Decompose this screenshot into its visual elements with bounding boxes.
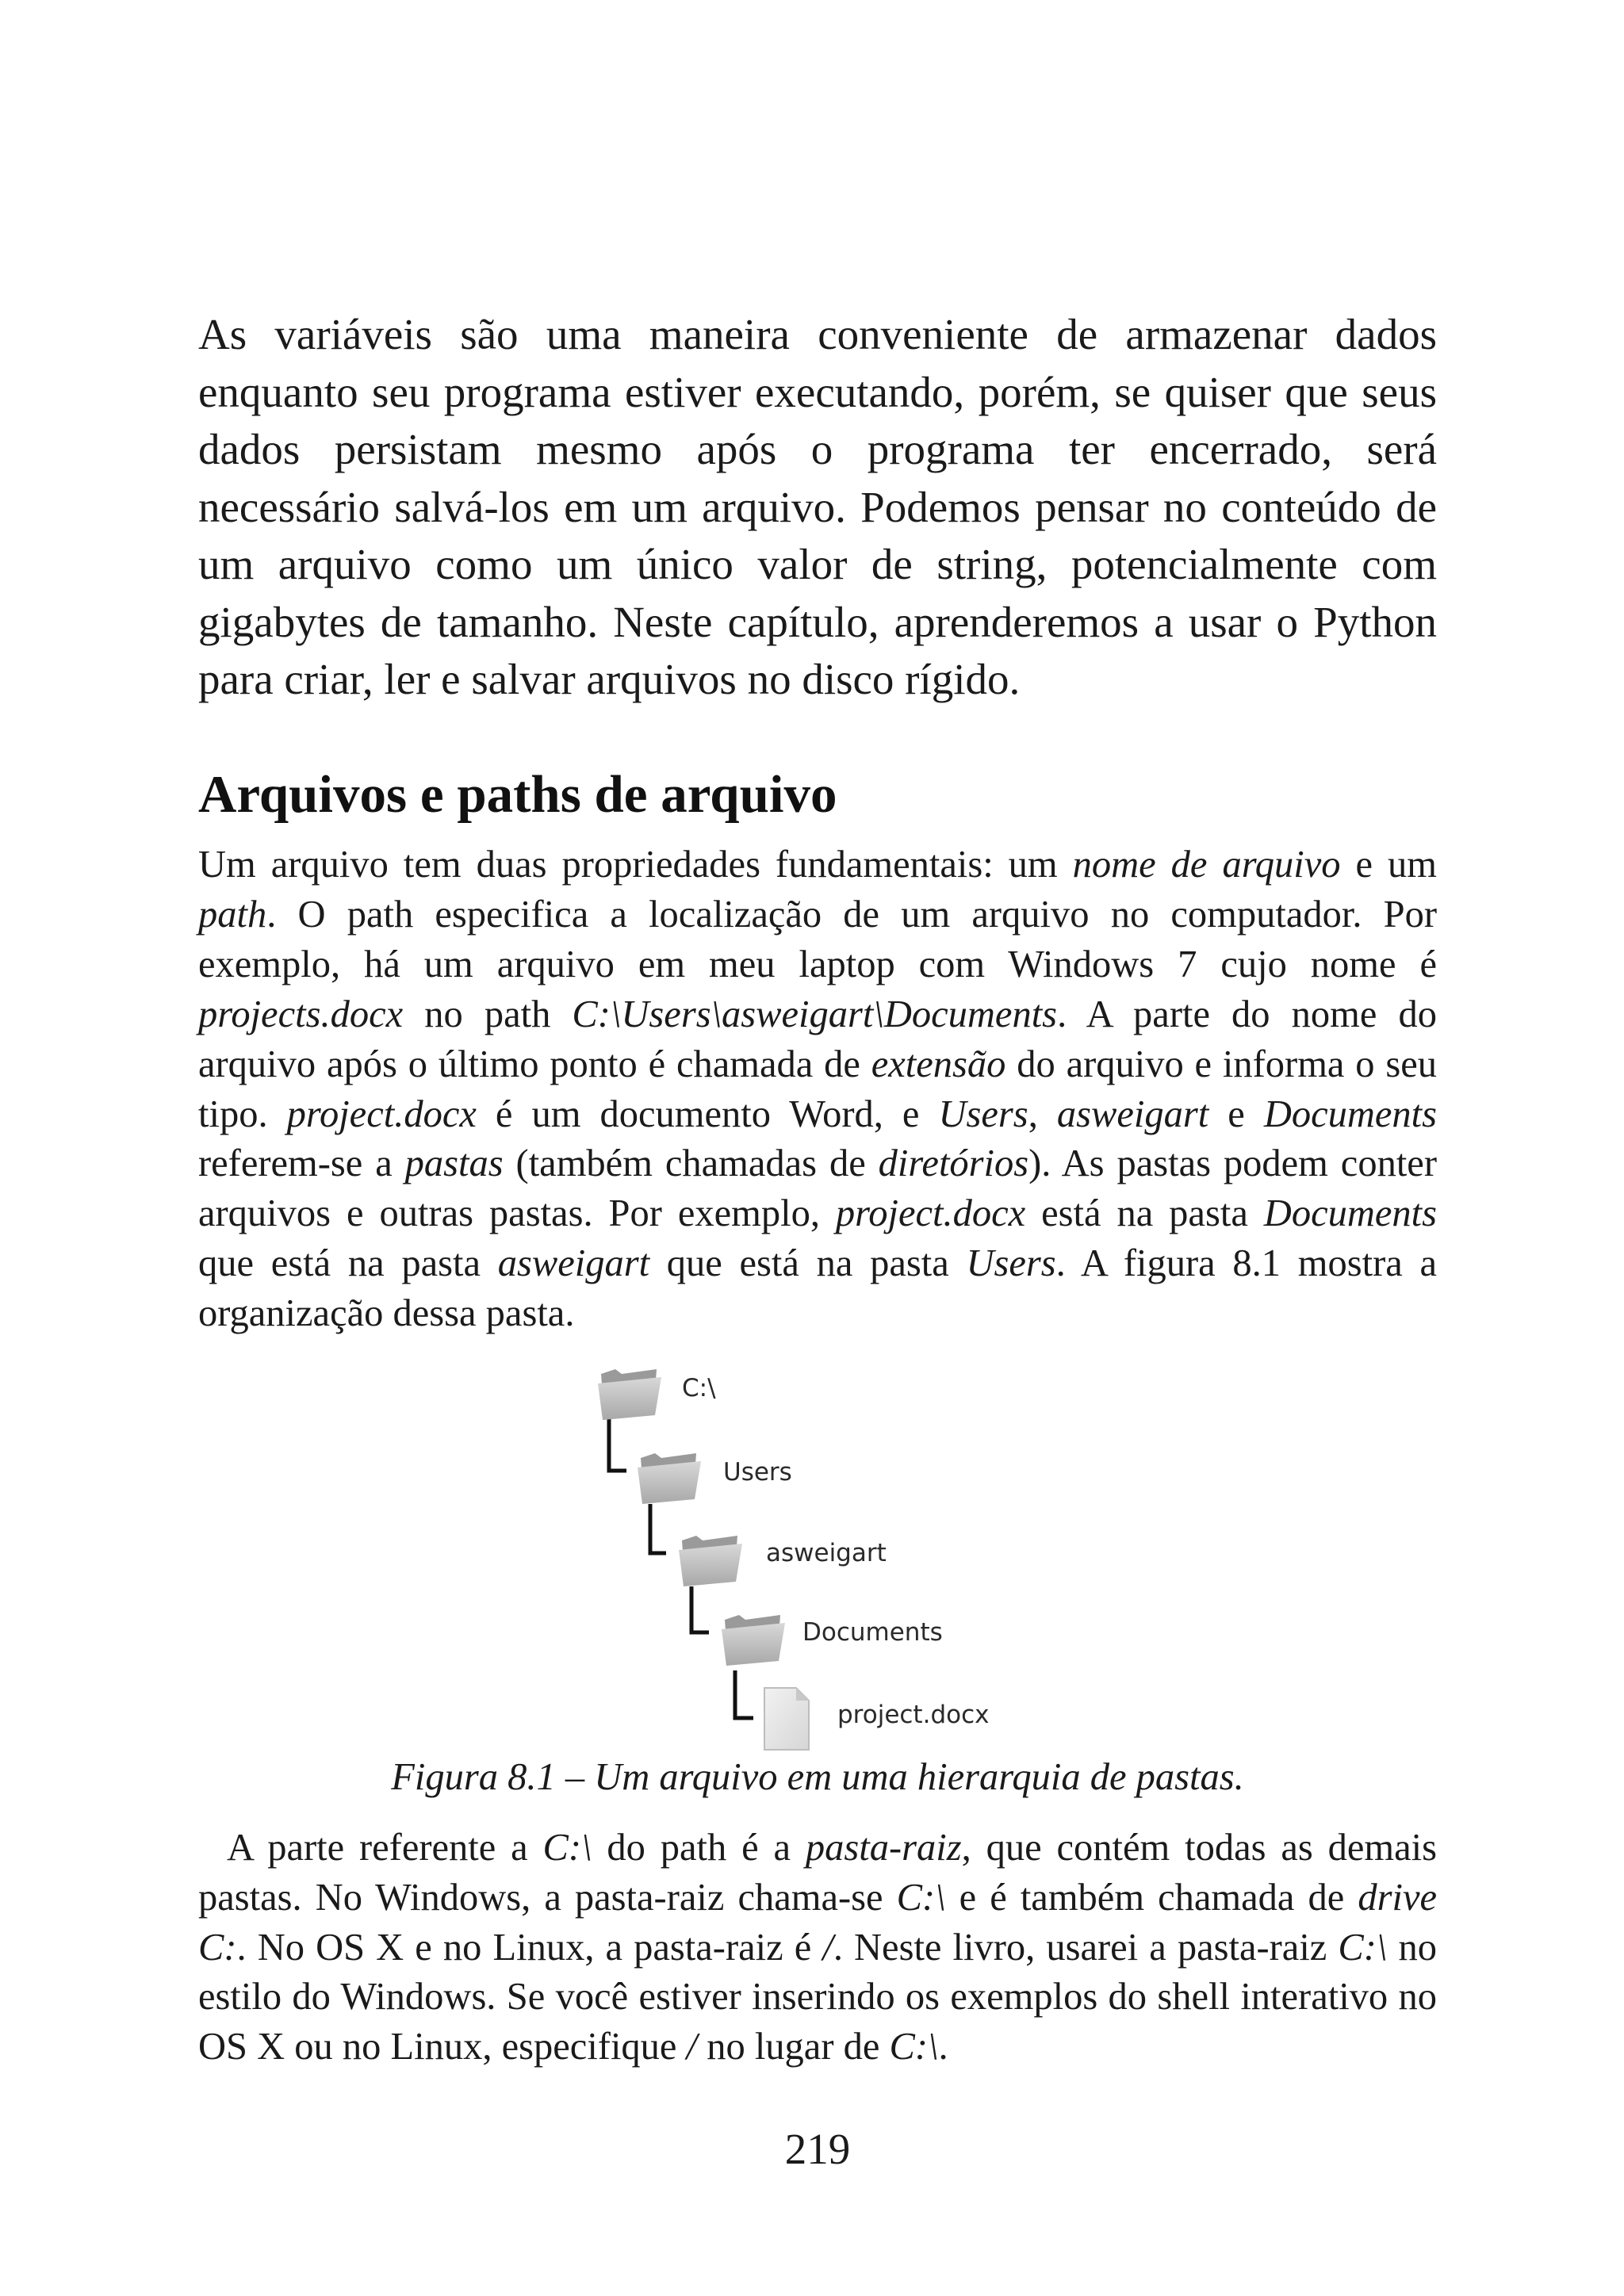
figure-caption: Figura 8.1 – Um arquivo em uma hierarquia de pastas. [391, 1756, 1244, 1798]
tree-node-label: asweigart [766, 1539, 887, 1567]
connector-asweigart [650, 1504, 666, 1553]
folder-icon [679, 1536, 742, 1586]
body-paragraph-2: A parte referente a C:\ do path é a pasta-raiz, que contém todas as demais pastas. No Windows, a pasta-raiz chama-se C:\ e é também chamada de drive C:. No OS X e no Linux, a pasta-raiz é /. Neste livro, usarei a pasta-raiz C:\ no estilo do Windows. Se você estiver inserindo os exemplos do shell interativo no OS X ou no Linux, especifique / no lugar de C:\. [198, 1827, 1438, 2068]
tree-node-label: Users [723, 1458, 792, 1487]
tree-node-label: project.docx [837, 1701, 990, 1729]
intro-paragraph: As variáveis são uma maneira conveniente de armazenar dados enquanto seu programa estiver executando, porém, se quiser que seus dados persistam mesmo após o programa ter encerrado, será necessário salvá-los em um arquivo. Podemos pensar no conteúdo de um arquivo como um único valor de string, potencialmente com gigabytes de tamanho. Neste capítulo, aprenderemos a usar o Python para criar, ler e salvar arquivos no disco rígido. [198, 310, 1437, 703]
folder-icon [598, 1369, 661, 1420]
folder-hierarchy-figure [595, 1352, 1229, 1764]
page-number: 219 [784, 2125, 851, 2173]
body-paragraph-1: Um arquivo tem duas propriedades fundamentais: um nome de arquivo e um path. O path especifica a localização de um arquivo no computador. Por exemplo, há um arquivo em meu laptop com Windows 7 cujo nome é projects.docx no path C:\Users\asweigart\Documents. A parte do nome do arquivo após o último ponto é chamada de extensão do arquivo e informa o seu tipo. project.docx é um documento Word, e Users, asweigart e Documents referem-se a pastas (também chamadas de diretórios). As pastas podem conter arquivos e outras pastas. Por exemplo, project.docx está na pasta Documents que está na pasta asweigart que está na pasta Users. A figura 8.1 mostra a organização dessa pasta. [198, 844, 1438, 1335]
tree-node-label: Documents [802, 1618, 943, 1647]
connector-users [609, 1417, 626, 1471]
folder-icon [722, 1615, 785, 1666]
folder-icon [638, 1453, 701, 1504]
connector-project [735, 1670, 753, 1718]
connector-documents [691, 1586, 709, 1632]
section-heading: Arquivos e paths de arquivo [198, 765, 837, 824]
document-file-icon [764, 1688, 809, 1750]
tree-node-label: C:\ [682, 1374, 716, 1402]
